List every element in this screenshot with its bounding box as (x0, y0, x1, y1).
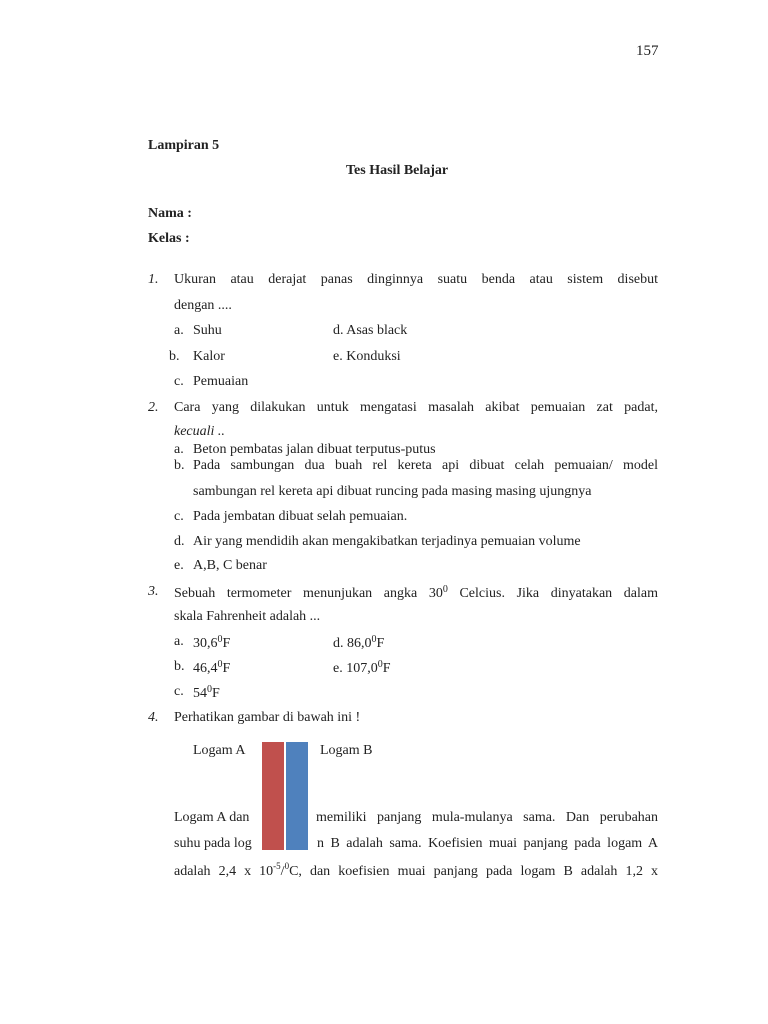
appendix-heading: Lampiran 5 (148, 138, 220, 153)
q2-option-e-letter: e. (174, 558, 184, 573)
q1-number: 1. (148, 272, 159, 287)
metal-a-bar (262, 742, 284, 850)
q3-text-line2: skala Fahrenheit adalah ... (174, 609, 321, 624)
q1-option-c: Pemuaian (193, 374, 249, 389)
q2-option-e: A,B, C benar (193, 558, 267, 573)
q4-paragraph-line2-rest: n B adalah sama. Koefisien muai panjang pada logam A (317, 836, 658, 851)
q1-option-a: Suhu (193, 323, 222, 338)
name-field-label: Nama : (148, 206, 192, 221)
q3-option-e: e. 107,0$^0$F (333, 659, 391, 676)
q3-option-c-letter: c. (174, 684, 184, 699)
q1-option-c-letter: c. (174, 374, 184, 389)
metal-b-label: Logam B (320, 743, 373, 758)
class-field-label: Kelas : (148, 231, 190, 246)
q3-option-b-letter: b. (174, 659, 185, 674)
q4-paragraph-line1-start: Logam A dan (174, 810, 250, 825)
q2-option-b-letter: b. (174, 458, 185, 473)
page-title: Tes Hasil Belajar (346, 163, 449, 178)
q4-number: 4. (148, 710, 159, 725)
q1-option-a-letter: a. (174, 323, 184, 338)
q3-option-d: d. 86,0$^0$F (333, 634, 385, 651)
q4-paragraph-line3: adalah 2,4 x $10^{-5}/^0C$, dan koefisien muai panjang pada logam B adalah 1,2 x (174, 861, 658, 879)
q2-option-d-letter: d. (174, 534, 185, 549)
q1-text-line1: Ukuran atau derajat panas dinginnya suatu benda atau sistem disebut (174, 272, 658, 287)
q2-option-c-letter: c. (174, 509, 184, 524)
q1-option-d: d. Asas black (333, 323, 408, 338)
q2-option-d: Air yang mendidih akan mengakibatkan terjadinya pemuaian volume (193, 534, 581, 549)
q3-option-a-letter: a. (174, 634, 184, 649)
q3-number: 3. (148, 584, 159, 599)
q4-paragraph-line1-rest: memiliki panjang mula-mulanya sama. Dan perubahan (316, 810, 658, 825)
q2-option-c: Pada jembatan dibuat selah pemuaian. (193, 509, 408, 524)
q2-option-b-line1: Pada sambungan dua buah rel kereta api dibuat celah pemuaian/ model (193, 458, 658, 473)
q1-option-b-letter: b. (169, 349, 180, 364)
q4-paragraph-line2-start: suhu pada log (174, 836, 252, 851)
q1-option-b: Kalor (193, 349, 225, 364)
q2-option-a: Beton pembatas jalan dibuat terputus-putus (193, 442, 436, 457)
metal-b-bar (286, 742, 308, 850)
metal-a-label: Logam A (193, 743, 246, 758)
q1-text-line2: dengan .... (174, 298, 232, 313)
q2-text-line1: Cara yang dilakukan untuk mengatasi masalah akibat pemuaian zat padat, (174, 400, 658, 415)
q3-option-c: $54^0F$ (193, 684, 220, 701)
q3-text-line1: Sebuah termometer menunjukan angka $30^0$ Celcius. Jika dinyatakan dalam (174, 584, 658, 601)
q3-option-a: 30,6$^0$F (193, 634, 231, 651)
q4-instruction: Perhatikan gambar di bawah ini ! (174, 710, 361, 725)
q2-text-line2: kecuali .. (174, 424, 225, 439)
q2-number: 2. (148, 400, 159, 415)
q2-option-b-line2: sambungan rel kereta api dibuat runcing pada masing masing ujungnya (193, 484, 592, 499)
q1-option-e: e. Konduksi (333, 349, 401, 364)
page-number: 157 (636, 43, 659, 59)
q2-option-a-letter: a. (174, 442, 184, 457)
q3-option-b: 46,4$^0$F (193, 659, 231, 676)
